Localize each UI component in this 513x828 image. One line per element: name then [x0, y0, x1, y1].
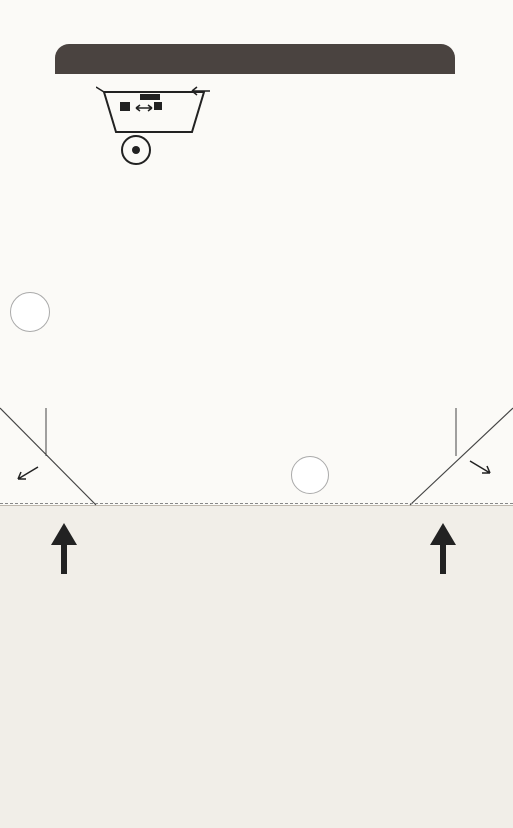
arrow-up-left-icon	[51, 523, 77, 545]
punch-hole-bottom	[291, 456, 329, 494]
peel-arrow-left-icon	[12, 463, 42, 485]
pointer-arrow-icon	[190, 85, 212, 97]
arrow-up-right-icon	[430, 523, 456, 545]
arrow-shaft-left	[61, 544, 67, 574]
punch-hole-left	[10, 292, 50, 332]
tear-line	[0, 503, 513, 504]
barcode	[118, 724, 408, 774]
counterfoil-half	[0, 505, 513, 828]
arrow-shaft-right	[440, 544, 446, 574]
peel-arrow-right-icon	[466, 457, 496, 479]
banner-title	[55, 44, 455, 74]
